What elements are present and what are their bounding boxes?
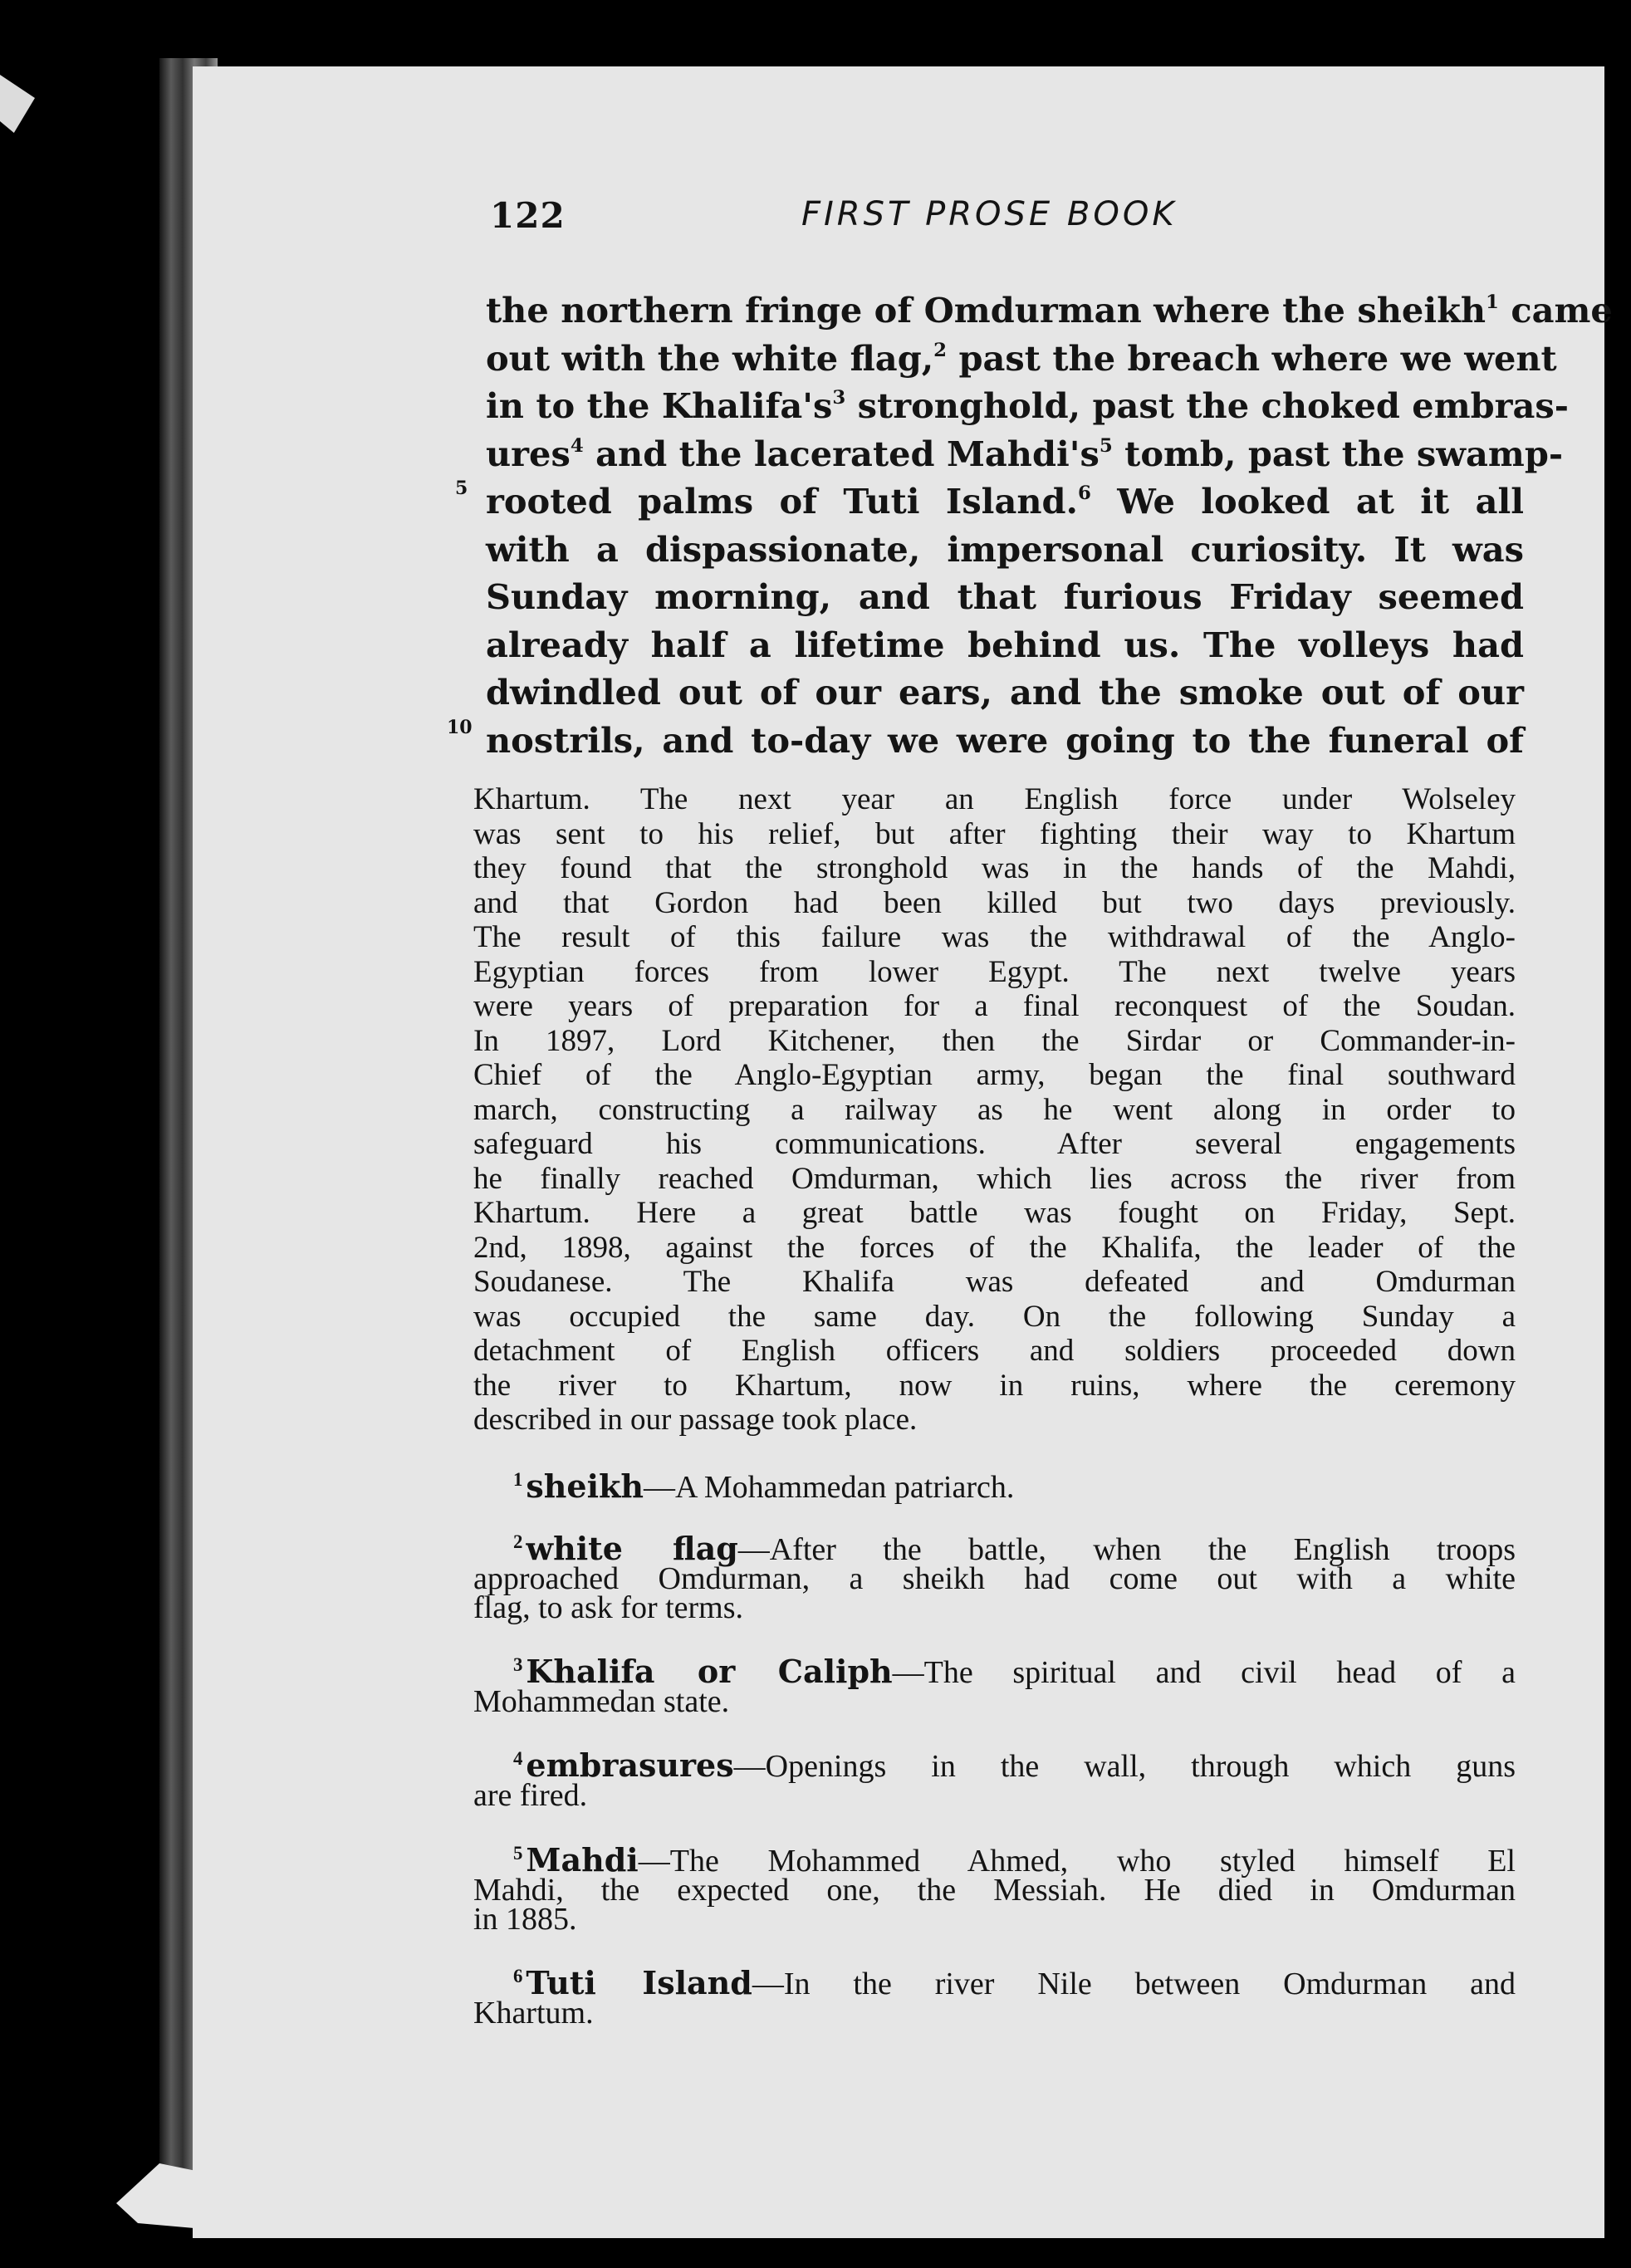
note-line: march, constructing a railway as he went along in order to bbox=[473, 1092, 1516, 1127]
torn-corner-top bbox=[0, 75, 35, 133]
footnote-line: $^4$ embrasures—Openings in the wall, through which guns bbox=[513, 1746, 1516, 1784]
footnote-term: sheikh bbox=[526, 1467, 644, 1505]
historical-note bbox=[473, 782, 1516, 1438]
footnote-term: Khalifa or Caliph bbox=[526, 1653, 893, 1690]
note-line: were years of preparation for a final reconquest of the Soudan. bbox=[473, 989, 1516, 1023]
footnote-1 bbox=[473, 1467, 1516, 1505]
footnote-ref: 4 bbox=[570, 434, 584, 457]
line-number-10: 10 bbox=[447, 717, 473, 738]
footnote-line: approached Omdurman, a sheikh had come out with a white bbox=[473, 1561, 1516, 1596]
footnote-line: $^3$ Khalifa or Caliph—The spiritual and civil head of a bbox=[513, 1653, 1516, 1690]
footnote-line: Khartum. bbox=[473, 1996, 594, 2030]
footnote-6 bbox=[473, 1964, 1516, 2030]
footnote-term: Mahdi bbox=[526, 1841, 639, 1879]
note-line: Chief of the Anglo-Egyptian army, began the final southward bbox=[473, 1058, 1516, 1092]
torn-corner-bottom bbox=[116, 2163, 224, 2230]
footnote-5 bbox=[473, 1841, 1516, 1937]
note-line: described in our passage took place. bbox=[473, 1403, 918, 1437]
footnote-number: 2 bbox=[513, 1531, 523, 1553]
footnote-number: 6 bbox=[513, 1966, 523, 1987]
passage-line: the northern fringe of Omdurman where the sheikh$^1$ came bbox=[486, 290, 1613, 331]
footnote-term: white flag bbox=[526, 1530, 738, 1567]
footnote-term: Tuti Island bbox=[526, 1964, 752, 2001]
note-line: Soudanese. The Khalifa was defeated and Omdurman bbox=[473, 1265, 1516, 1299]
note-line: Egyptian forces from lower Egypt. The next twelve years bbox=[473, 954, 1516, 989]
note-line: detachment of English officers and soldiers proceeded down bbox=[473, 1334, 1516, 1368]
note-line: safeguard his communications. After several engagements bbox=[473, 1127, 1516, 1161]
footnote-number: 4 bbox=[513, 1748, 523, 1770]
note-line: 2nd, 1898, against the forces of the Khalifa, the leader of the bbox=[473, 1230, 1516, 1265]
passage-line: ures$^4$ and the lacerated $Mahdi's^5$ tomb, past the swamp- bbox=[486, 433, 1564, 474]
note-line: the river to Khartum, now in ruins, where the ceremony bbox=[473, 1368, 1516, 1403]
footnote-number: 3 bbox=[513, 1654, 523, 1676]
running-head: FIRST PROSE BOOK bbox=[801, 195, 1178, 233]
footnote-ref: 3 bbox=[832, 386, 846, 409]
page-number: 122 bbox=[490, 195, 566, 236]
passage-line: with a dispassionate, impersonal curiosity. It was bbox=[486, 528, 1524, 570]
passage-line: already half a lifetime behind us. The volleys had bbox=[486, 624, 1524, 665]
footnote-line: $^1$ sheikh—A Mohammedan patriarch. bbox=[513, 1467, 1015, 1505]
note-line: In 1897, Lord Kitchener, then the Sirdar or Commander-in- bbox=[473, 1023, 1516, 1058]
passage-line: Sunday morning, and that furious Friday seemed bbox=[486, 576, 1524, 617]
footnote-line: are fired. bbox=[473, 1778, 588, 1813]
footnote-line: Mohammedan state. bbox=[473, 1684, 730, 1719]
note-line: was sent to his relief, but after fighting their way to Khartum bbox=[473, 816, 1516, 851]
footnote-number: 1 bbox=[513, 1469, 523, 1491]
footnote-3 bbox=[473, 1653, 1516, 1719]
passage-line: dwindled out of our ears, and the smoke out of our bbox=[486, 672, 1524, 713]
footnote-line: $^2$ white flag—After the battle, when the English troops bbox=[513, 1530, 1516, 1567]
line-number-5: 5 bbox=[455, 478, 468, 499]
note-line: Khartum. The next year an English force under Wolseley bbox=[473, 782, 1516, 816]
note-line: he finally reached Omdurman, which lies across the river from bbox=[473, 1161, 1516, 1196]
footnote-term: embrasures bbox=[526, 1746, 734, 1784]
footnote-line: flag, to ask for terms. bbox=[473, 1590, 744, 1625]
footnote-line: $^6$ Tuti Island—In the river Nile between Omdurman and bbox=[513, 1964, 1516, 2001]
page-header bbox=[490, 195, 1570, 245]
footnote-line: $^5$ Mahdi—The Mohammed Ahmed, who styled himself El bbox=[513, 1841, 1516, 1879]
footnote-ref: 6 bbox=[1077, 482, 1091, 504]
main-passage bbox=[486, 287, 1613, 764]
passage-line: nostrils, and to-day we were going to the funeral of bbox=[486, 719, 1524, 761]
footnote-line: Mahdi, the expected one, the Messiah. He died in Omdurman bbox=[473, 1873, 1516, 1908]
footnote-2 bbox=[473, 1530, 1516, 1625]
note-line: they found that the stronghold was in the hands of the Mahdi, bbox=[473, 851, 1516, 885]
footnote-4 bbox=[473, 1746, 1516, 1813]
footnote-ref: 5 bbox=[1099, 434, 1113, 457]
passage-line: in to the $Khalifa's^3$ stronghold, past the choked embras- bbox=[486, 385, 1569, 426]
passage-line: rooted palms of Tuti Island.$^6$ We looked at it all bbox=[486, 481, 1524, 522]
footnote-ref: 1 bbox=[1486, 291, 1499, 313]
note-line: Khartum. Here a great battle was fought on Friday, Sept. bbox=[473, 1196, 1516, 1230]
footnote-number: 5 bbox=[513, 1843, 523, 1864]
passage-line: out with the white flag,$^2$ past the breach where we went bbox=[486, 337, 1557, 379]
note-line: The result of this failure was the withdrawal of the Anglo- bbox=[473, 920, 1516, 954]
note-line: was occupied the same day. On the following Sunday a bbox=[473, 1299, 1516, 1334]
footnote-line: in 1885. bbox=[473, 1902, 577, 1937]
note-line: and that Gordon had been killed but two days previously. bbox=[473, 885, 1516, 920]
footnote-ref: 2 bbox=[933, 339, 948, 361]
